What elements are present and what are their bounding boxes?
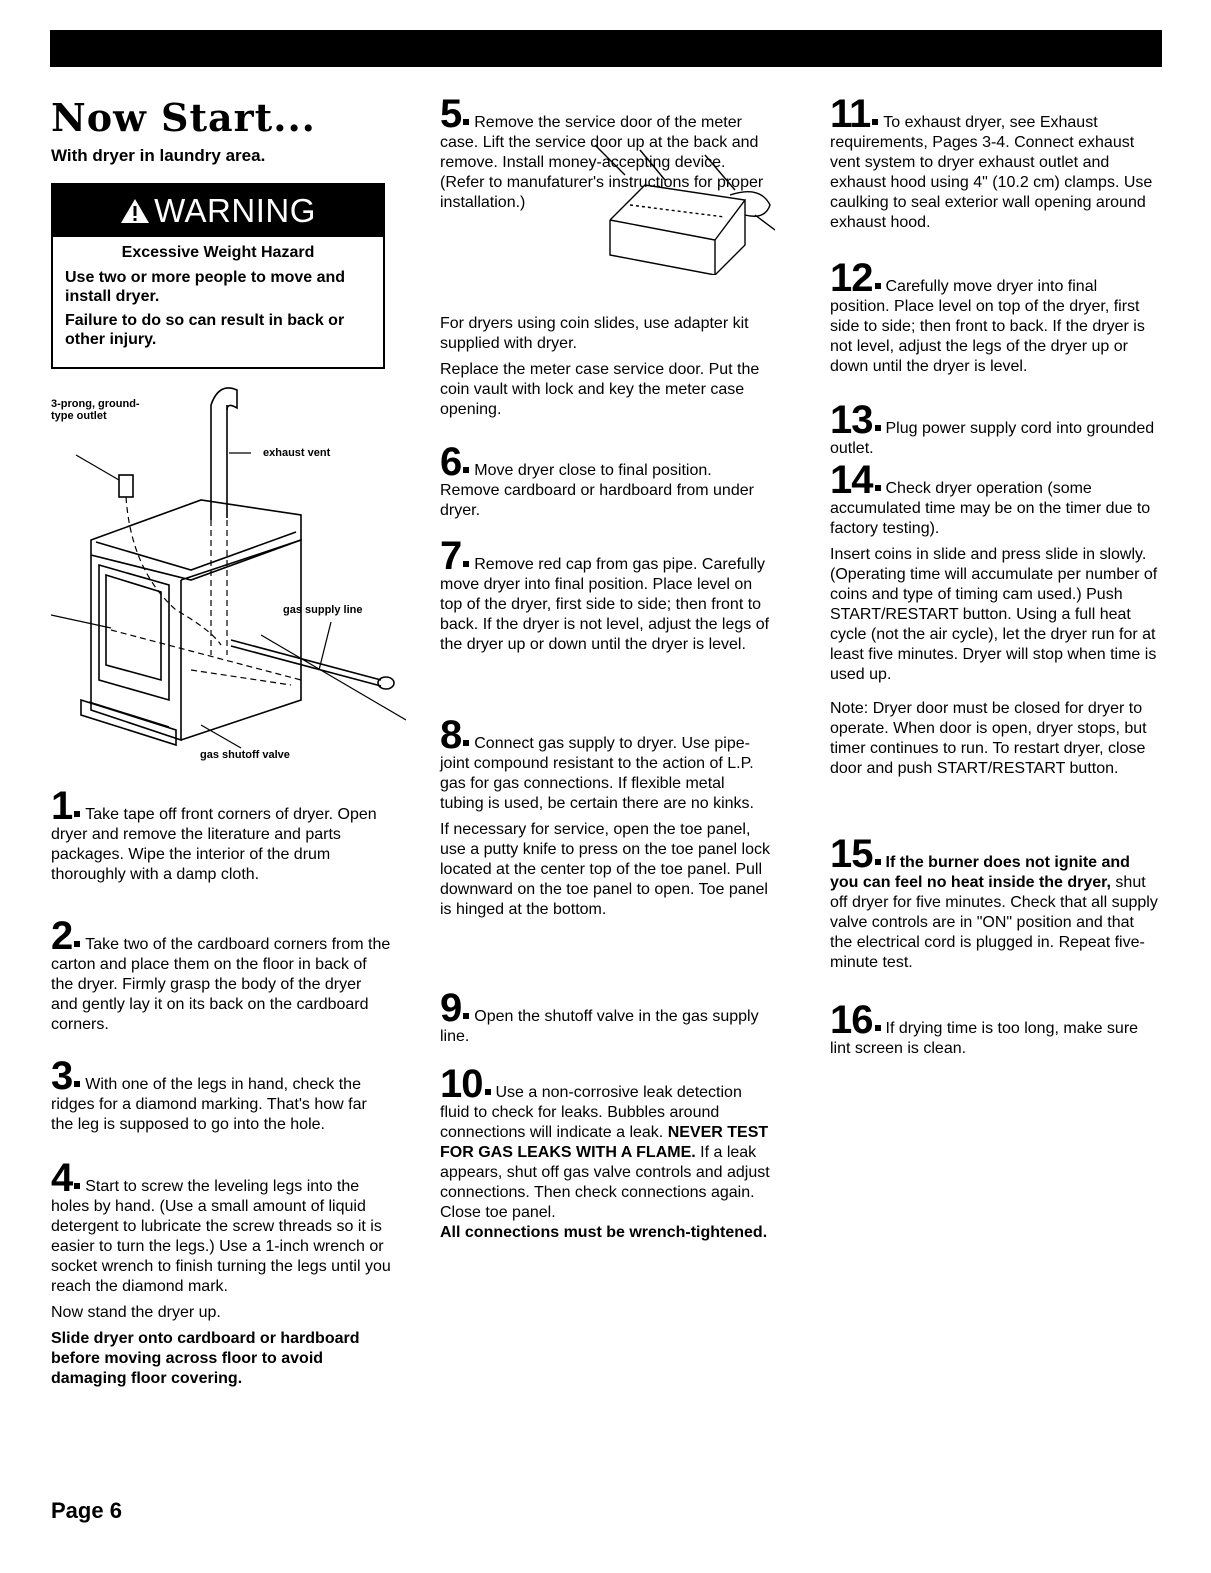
step-11 [830,92,1160,233]
step-number: 15 [830,832,873,876]
header-bar [50,30,1162,67]
step-text: Check dryer operation (some accumulated time may be on the timer due to factory testing). [830,480,1151,537]
step-4-extra: Now stand the dryer up. [51,1304,221,1321]
step-text: Use a non-corrosive leak detection fluid to check for leaks. Bubbles around connections will indicate a leak. [440,1084,742,1141]
step-text: To exhaust dryer, see Exhaust requirements, Pages 3-4. Connect exhaust vent system to dryer exhaust outlet and exhaust hood using 4" (10.2 cm) clamps. Use caulking to seal exterior wall opening around exhaust hood. [830,114,1153,231]
warning-header [53,185,383,237]
step-text-2: If a leak appears, shut off gas valve controls and adjust connections. Then check connections again. Close toe panel. [440,1144,770,1221]
exhaust-vent-label: exhaust vent [263,447,331,459]
step-8-p2: If necessary for service, open the toe panel, use a putty knife to press on the toe panel lock located at the center top of the toe panel. Pull downward on the toe panel to open. Toe panel is hinged at the bottom. [440,821,770,918]
step-6 [440,440,770,521]
step-5-p3: Replace the meter case service door. Put the coin vault with lock and key the meter case opening. [440,361,760,418]
step-text: Connect gas supply to dryer. Use pipe-joint compound resistant to the action of L.P. gas for gas connections. If flexible metal tubing is used, be certain there are no kinks. [440,735,754,812]
step-15 [830,832,1160,973]
warning-heading: WARNING [154,192,316,229]
gas-shutoff-valve-label: gas shutoff valve [200,749,290,761]
step-4-caution: Slide dryer onto cardboard or hardboard before moving across floor to avoid damaging floor covering. [51,1330,360,1387]
warning-triangle-icon [120,198,150,224]
dryer-installation-diagram [51,380,406,765]
step-text: Take tape off front corners of dryer. Open dryer and remove the literature and parts packages. Wipe the interior of the drum thoroughly with a damp cloth. [51,806,377,883]
step-10 [440,1062,770,1243]
step-number: 5 [440,92,462,136]
step-number: 1 [51,784,73,828]
outlet-label: 3-prong, ground-type outlet [51,398,140,422]
step-text: If drying time is too long, make sure lint screen is clean. [830,1020,1139,1057]
step-5-p2: For dryers using coin slides, use adapter kit supplied with dryer. [440,315,749,352]
step-text: Start to screw the leveling legs into the holes by hand. (Use a small amount of liquid detergent to lubricate the screw threads so it is easier to turn the legs.) Use a 1-inch wrench or socket wrench to finish turning the legs until you reach the diamond mark. [51,1178,391,1295]
step-12 [830,256,1160,377]
page-title: Now Start... [51,95,316,140]
warning-line-1: Use two or more people to move and install dryer. [65,269,346,305]
page-subtitle: With dryer in laundry area. [51,146,266,165]
step-number: 4 [51,1156,73,1200]
step-number: 14 [830,458,873,502]
step-5-notes [440,314,770,420]
service-door-illustration [585,145,775,275]
step-text: Carefully move dryer into final position. Place level on top of the dryer, first side to side; then front to back. If the dryer is not level, adjust the legs of the dryer up or down until the dryer is level. [830,278,1145,375]
step-text: Remove red cap from gas pipe. Carefully move dryer into final position. Place level on top of the dryer, first side to side; then front to back. If the dryer is not level, adjust the legs of the dryer up or down until the dryer is level. [440,556,770,653]
step-number: 6 [440,440,462,484]
step-number: 13 [830,398,873,442]
gas-supply-line-label: gas supply line [283,604,363,616]
step-number: 3 [51,1054,73,1098]
step-15-bold: If the burner does not ignite and you can feel no heat inside the dryer, [830,854,1130,891]
step-14 [830,458,1160,779]
step-9 [440,986,770,1047]
step-number: 2 [51,914,73,958]
step-text: Move dryer close to final position. Remove cardboard or hardboard from under dryer. [440,462,754,519]
step-7 [440,534,770,655]
step-text: Take two of the cardboard corners from the carton and place them on the floor in back of the dryer. Firmly grasp the body of the dryer and gently lay it on its back on the cardboard corners. [51,936,391,1033]
step-10-note: All connections must be wrench-tightened. [440,1224,768,1241]
step-text: Open the shutoff valve in the gas supply line. [440,1008,759,1045]
step-text: With one of the legs in hand, check the ridges for a diamond marking. That's how far the leg is supposed to go into the hole. [51,1076,367,1133]
step-10-warning: NEVER TEST FOR GAS LEAKS WITH A FLAME. [440,1124,769,1161]
step-13 [830,398,1160,459]
step-16 [830,998,1160,1059]
step-2 [51,914,391,1035]
step-3 [51,1054,391,1135]
step-text: shut off dryer for five minutes. Check that all supply valve controls are in "ON" position and that the electrical cord is plugged in. Repeat five-minute test. [830,874,1158,971]
step-number: 12 [830,256,873,300]
step-number: 11 [830,92,871,136]
step-number: 9 [440,986,462,1030]
step-text: Plug power supply cord into grounded outlet. [830,420,1155,457]
step-14-p2: Insert coins in slide and press slide in slowly. (Operating time will accumulate per number of coins and type of timing cam used.) Push START/RESTART button. Using a full heat cycle (not the air cycle), let the dryer run for at least five minutes. Dryer will stop when time is used up. [830,546,1158,683]
step-number: 8 [440,713,462,757]
step-number: 10 [440,1062,483,1106]
warning-box [51,183,385,369]
step-8 [440,713,770,920]
warning-hazard: Excessive Weight Hazard [121,244,315,261]
step-1 [51,784,391,885]
step-number: 16 [830,998,873,1042]
step-14-note: Note: Dryer door must be closed for dryer to operate. When door is open, dryer stops, but timer continues to run. To restart dryer, close door and push START/RESTART button. [830,700,1147,777]
step-number: 7 [440,534,462,578]
step-4 [51,1156,391,1389]
step-text: Remove the service door of the meter case. Lift the service door up at the back and remove. Install money-accepting device. (Refer to manufaturer's instructions for proper installation.) [440,114,764,211]
page-number: Page 6 [51,1498,122,1523]
warning-line-2: Failure to do so can result in back or other injury. [65,312,345,348]
